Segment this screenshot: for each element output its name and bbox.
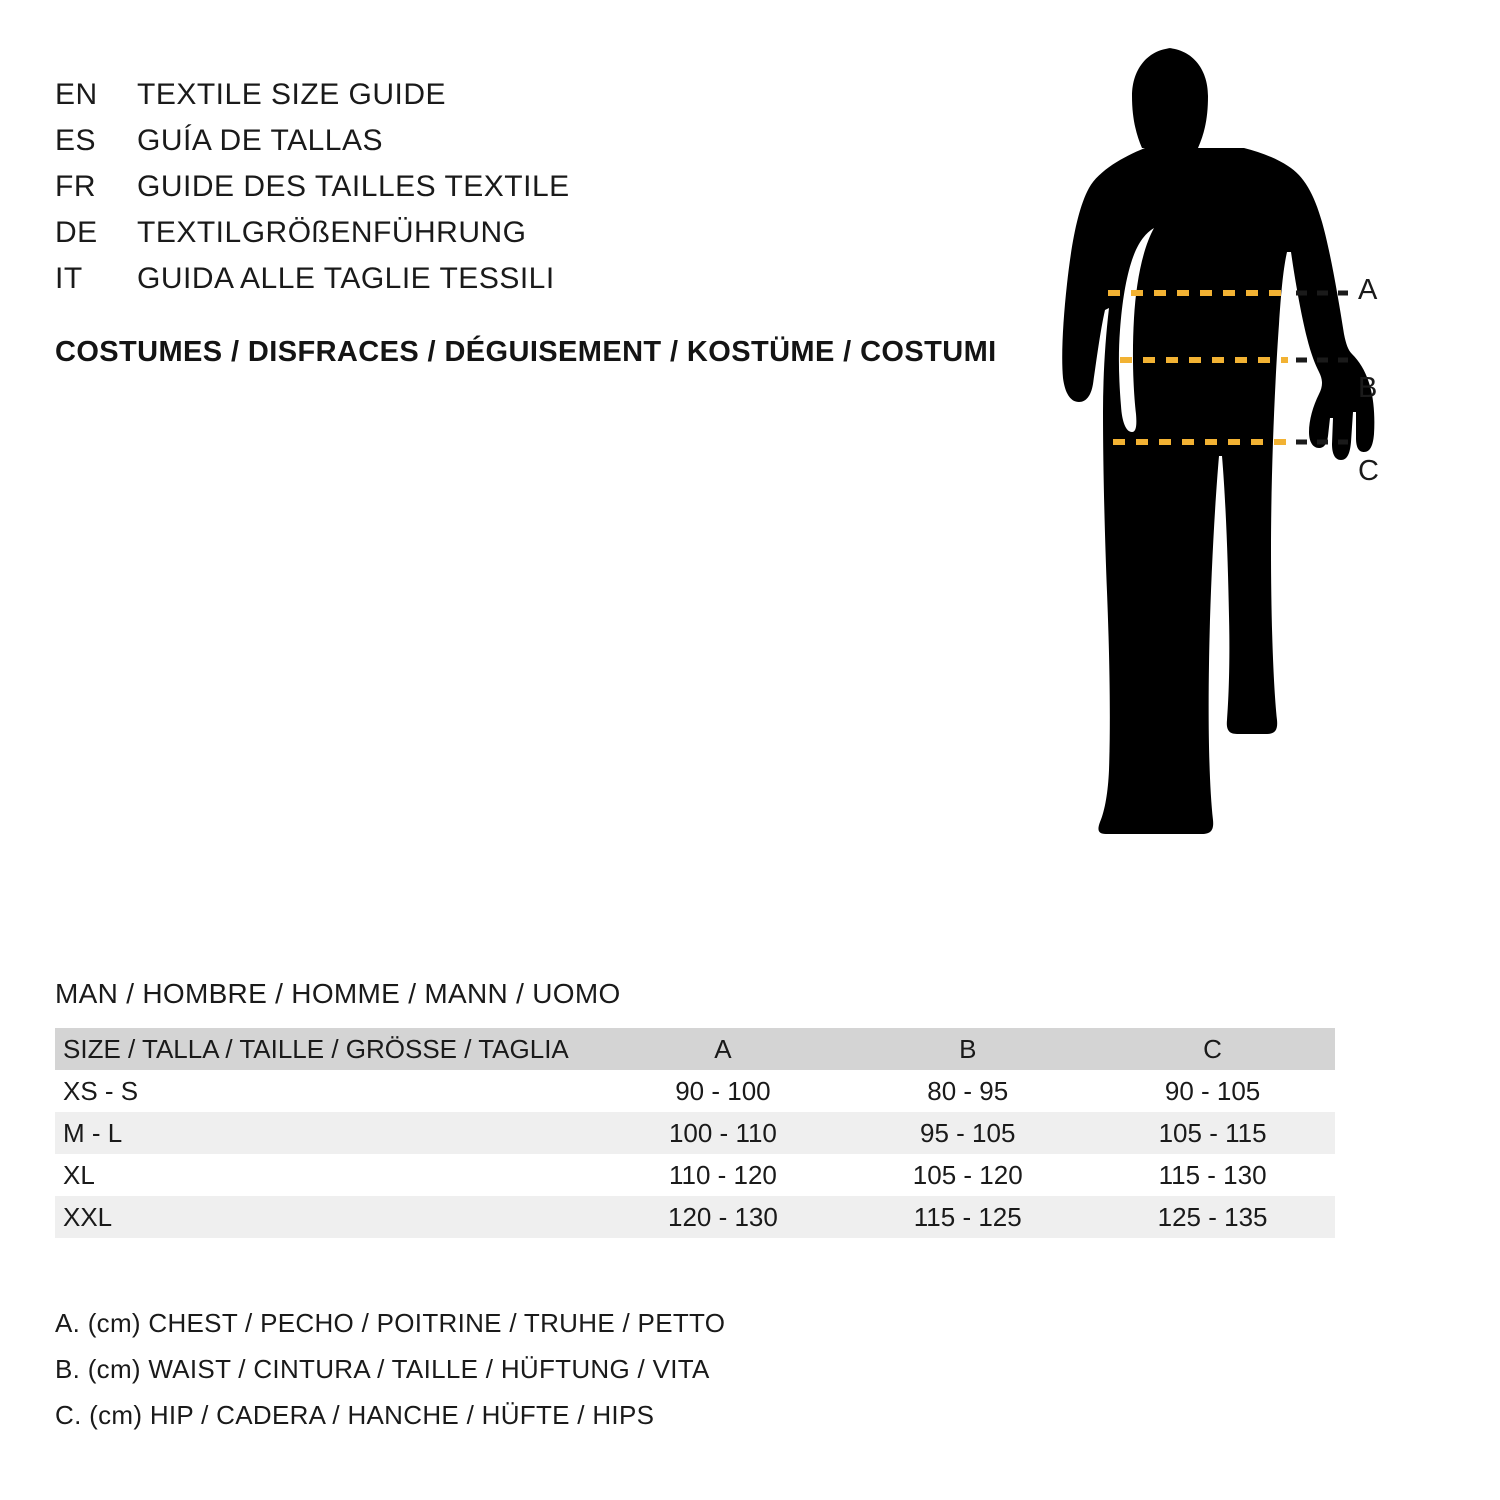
language-code: IT [55, 262, 83, 295]
language-title: GUIDE DES TAILLES TEXTILE [137, 170, 570, 203]
category-subtitle: COSTUMES / DISFRACES / DÉGUISEMENT / KOSTÜME / COSTUMI [55, 336, 997, 368]
measure-label-a: A [1358, 274, 1378, 306]
table-row [55, 1154, 1335, 1196]
male-silhouette-icon [1000, 30, 1420, 930]
language-code: EN [55, 78, 98, 111]
legend-row-a: A. (cm) CHEST / PECHO / POITRINE / TRUHE / PETTO [55, 1308, 726, 1338]
language-title: TEXTILE SIZE GUIDE [137, 78, 447, 111]
cell-c: 125 - 135 [1157, 1201, 1268, 1232]
language-code: DE [55, 216, 98, 249]
cell-size: XL [63, 1159, 95, 1190]
column-header-b: B [959, 1033, 977, 1064]
language-code: ES [55, 124, 97, 157]
size-table [55, 1028, 1335, 1238]
measure-label-c: C [1358, 455, 1379, 487]
language-title: TEXTILGRÖßENFÜHRUNG [137, 216, 527, 249]
table-row [55, 1070, 1335, 1112]
language-title: GUÍA DE TALLAS [137, 124, 383, 157]
language-title-list [55, 72, 775, 302]
language-row-fr [55, 164, 775, 210]
cell-a: 120 - 130 [667, 1201, 778, 1232]
column-header-a: A [714, 1033, 732, 1064]
body-measurement-figure [1000, 30, 1420, 930]
cell-a: 90 - 100 [675, 1075, 771, 1106]
language-title: GUIDA ALLE TAGLIE TESSILI [137, 262, 555, 295]
legend-row-b: B. (cm) WAIST / CINTURA / TAILLE / HÜFTUNG / VITA [55, 1354, 710, 1384]
cell-b: 95 - 105 [920, 1117, 1016, 1148]
table-header-row [55, 1028, 1335, 1070]
column-header-size: SIZE / TALLA / TAILLE / GRÖSSE / TAGLIA [63, 1033, 569, 1064]
column-header-c: C [1203, 1033, 1222, 1064]
table-row [55, 1112, 1335, 1154]
measurement-legend [55, 1300, 725, 1438]
cell-b: 105 - 120 [912, 1159, 1023, 1190]
cell-a: 110 - 120 [668, 1159, 777, 1190]
language-row-de [55, 210, 775, 256]
language-row-it [55, 256, 775, 302]
language-row-es [55, 118, 775, 164]
cell-b: 80 - 95 [927, 1075, 1009, 1106]
measure-label-b: B [1358, 372, 1378, 404]
table-row [55, 1196, 1335, 1238]
table-group-title: MAN / HOMBRE / HOMME / MANN / UOMO [55, 978, 621, 1009]
cell-c: 115 - 130 [1158, 1159, 1267, 1190]
cell-a: 100 - 110 [668, 1117, 777, 1148]
cell-size: XXL [63, 1201, 113, 1232]
legend-row-c: C. (cm) HIP / CADERA / HANCHE / HÜFTE / HIPS [55, 1400, 655, 1430]
cell-size: XS - S [63, 1075, 139, 1106]
cell-c: 90 - 105 [1164, 1075, 1261, 1106]
cell-c: 105 - 115 [1158, 1117, 1267, 1148]
language-row-en [55, 72, 775, 118]
cell-size: M - L [63, 1117, 123, 1148]
cell-b: 115 - 125 [913, 1201, 1022, 1232]
language-code: FR [55, 170, 96, 203]
